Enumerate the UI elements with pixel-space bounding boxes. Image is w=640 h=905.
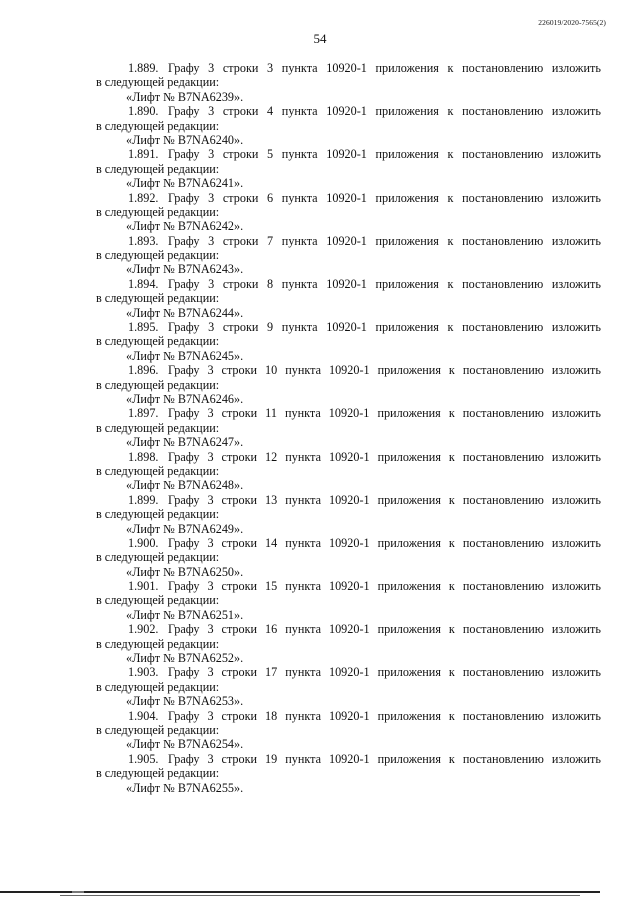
amendment-first-line [96, 234, 601, 248]
amendment-first-line [96, 61, 601, 75]
item-word: 3 [208, 233, 215, 248]
item-word: приложения [377, 363, 441, 378]
item-number: 1.901. [128, 579, 159, 594]
amendment-first-line [96, 147, 601, 161]
item-word: 10920-1 [326, 320, 367, 335]
item-text [168, 752, 601, 766]
amendment-item [96, 709, 601, 752]
amendment-item [96, 277, 601, 320]
amendment-first-line [96, 493, 601, 507]
amendment-first-line [96, 665, 601, 679]
item-word: 3 [207, 751, 214, 766]
item-continuation: в следующей редакции: [96, 636, 220, 651]
item-word: к [448, 492, 455, 507]
item-word: строки [221, 665, 258, 680]
item-word: 3 [208, 104, 215, 119]
item-word: изложить [551, 406, 601, 421]
item-word: Графу [168, 406, 200, 421]
item-word: постановлению [462, 190, 544, 205]
item-word: строки [222, 104, 259, 119]
item-word: 3 [208, 190, 215, 205]
item-word: приложения [375, 233, 439, 248]
item-word: строки [221, 449, 258, 464]
item-word: Графу [168, 492, 200, 507]
item-word: строки [221, 622, 258, 637]
item-word: изложить [551, 61, 601, 75]
item-word: постановлению [462, 276, 544, 291]
item-number: 1.902. [128, 622, 159, 637]
item-quote: «Лифт № B7NA6246». [126, 391, 244, 406]
item-word: 10920-1 [328, 665, 370, 680]
item-word: приложения [377, 622, 441, 637]
item-text [168, 622, 601, 636]
item-word: 3 [207, 665, 214, 680]
item-word: 3 [207, 449, 214, 464]
item-word: строки [221, 751, 258, 766]
item-word: 6 [267, 190, 274, 205]
item-word: приложения [377, 406, 441, 421]
item-word: строки [222, 147, 259, 162]
item-continuation: в следующей редакции: [96, 550, 220, 565]
item-word: строки [222, 190, 259, 205]
item-quote: «Лифт № B7NA6241». [126, 176, 244, 191]
item-word: 10920-1 [328, 708, 370, 723]
item-quote: «Лифт № B7NA6255». [126, 780, 244, 795]
item-text [168, 709, 601, 723]
amendment-item [96, 579, 601, 622]
item-word: 3 [207, 406, 214, 421]
item-word: строки [221, 535, 258, 550]
item-continuation: в следующей редакции: [96, 463, 220, 478]
amendment-item [96, 363, 601, 406]
item-quote: «Лифт № B7NA6252». [126, 651, 244, 666]
amendment-first-line [96, 363, 601, 377]
item-word: 16 [265, 622, 278, 637]
item-word: постановлению [462, 708, 544, 723]
amendment-item [96, 191, 601, 234]
item-word: постановлению [462, 492, 544, 507]
item-word: 7 [267, 233, 274, 248]
item-word: 12 [265, 449, 278, 464]
item-quote: «Лифт № B7NA6253». [126, 694, 244, 709]
item-word: пункта [285, 535, 321, 550]
item-word: изложить [551, 363, 601, 378]
item-text [168, 234, 601, 248]
item-word: пункта [281, 320, 318, 335]
item-word: строки [222, 320, 259, 335]
item-word: строки [222, 276, 259, 291]
item-word: к [447, 147, 454, 162]
item-word: постановлению [462, 751, 544, 766]
item-text [168, 406, 601, 420]
item-number: 1.894. [128, 276, 159, 291]
amendment-first-line [96, 320, 601, 334]
item-word: приложения [375, 190, 439, 205]
item-word: к [447, 61, 454, 75]
item-word: 10920-1 [328, 622, 370, 637]
item-text [168, 493, 601, 507]
item-word: к [448, 751, 455, 766]
item-continuation: в следующей редакции: [96, 420, 220, 435]
amendment-first-line [96, 450, 601, 464]
item-number: 1.900. [128, 535, 159, 550]
item-continuation: в следующей редакции: [96, 334, 220, 349]
item-word: строки [221, 406, 258, 421]
item-quote: «Лифт № B7NA6243». [126, 262, 244, 277]
item-word: пункта [285, 751, 321, 766]
item-word: пункта [285, 708, 321, 723]
item-word: 3 [267, 61, 274, 75]
item-text [168, 191, 601, 205]
item-word: постановлению [462, 579, 544, 594]
item-quote: «Лифт № B7NA6251». [126, 607, 244, 622]
item-word: к [447, 276, 454, 291]
item-quote: «Лифт № B7NA6247». [126, 435, 244, 450]
item-word: Графу [168, 147, 200, 162]
item-word: пункта [284, 406, 321, 421]
amendment-item [96, 493, 601, 536]
item-continuation: в следующей редакции: [96, 722, 220, 737]
item-word: изложить [551, 708, 601, 723]
item-text [168, 536, 601, 550]
item-text [168, 665, 601, 679]
amendment-item [96, 752, 601, 795]
item-number: 1.897. [128, 406, 159, 421]
amendment-first-line [96, 752, 601, 766]
item-word: к [447, 190, 454, 205]
item-word: изложить [551, 492, 601, 507]
item-word: постановлению [462, 61, 544, 75]
item-word: 10920-1 [328, 449, 370, 464]
item-word: изложить [551, 579, 601, 594]
item-word: изложить [551, 622, 601, 637]
amendment-first-line [96, 579, 601, 593]
item-word: Графу [168, 622, 200, 637]
item-word: 19 [265, 751, 278, 766]
amendment-item [96, 320, 601, 363]
item-number: 1.899. [128, 492, 159, 507]
item-text [168, 147, 601, 161]
item-word: Графу [168, 751, 200, 766]
item-quote: «Лифт № B7NA6239». [126, 89, 244, 104]
amendment-first-line [96, 277, 601, 291]
item-word: строки [221, 579, 258, 594]
item-word: изложить [551, 320, 601, 335]
item-word: 10920-1 [326, 147, 367, 162]
item-word: изложить [551, 665, 601, 680]
item-word: пункта [281, 104, 318, 119]
item-word: строки [222, 233, 259, 248]
item-text [168, 277, 601, 291]
amendment-first-line [96, 191, 601, 205]
item-word: 4 [267, 104, 274, 119]
item-number: 1.893. [128, 233, 159, 248]
item-word: строки [221, 708, 258, 723]
item-word: Графу [168, 363, 200, 378]
item-word: Графу [168, 535, 200, 550]
item-continuation: в следующей редакции: [96, 118, 220, 133]
item-word: изложить [551, 751, 601, 766]
item-quote: «Лифт № B7NA6249». [126, 521, 244, 536]
amendment-first-line [96, 104, 601, 118]
item-quote: «Лифт № B7NA6248». [126, 478, 244, 493]
item-word: Графу [168, 190, 200, 205]
item-word: Графу [168, 233, 200, 248]
item-number: 1.891. [128, 147, 159, 162]
amendment-item [96, 536, 601, 579]
amendment-item [96, 61, 601, 104]
bottom-rule [0, 891, 600, 893]
item-word: Графу [168, 708, 200, 723]
item-number: 1.898. [128, 449, 159, 464]
item-word: пункта [285, 492, 321, 507]
item-word: пункта [285, 665, 321, 680]
item-number: 1.896. [128, 363, 159, 378]
item-quote: «Лифт № B7NA6254». [126, 737, 244, 752]
document-reference: 226019/2020-7565(2) [538, 18, 606, 27]
amendment-first-line [96, 536, 601, 550]
item-quote: «Лифт № B7NA6245». [126, 348, 244, 363]
item-word: пункта [281, 147, 318, 162]
amendment-first-line [96, 622, 601, 636]
item-word: 10920-1 [326, 61, 367, 75]
item-word: постановлению [462, 449, 544, 464]
amendment-item [96, 104, 601, 147]
item-word: 3 [207, 535, 214, 550]
item-word: к [448, 665, 455, 680]
item-word: строки [221, 492, 258, 507]
item-word: приложения [375, 104, 439, 119]
amendment-list [96, 61, 601, 795]
item-word: приложения [377, 708, 441, 723]
item-text [168, 104, 601, 118]
item-word: Графу [168, 276, 200, 291]
item-word: постановлению [462, 147, 544, 162]
item-word: постановлению [462, 363, 544, 378]
item-word: приложения [375, 147, 439, 162]
amendment-item [96, 622, 601, 665]
item-word: приложения [375, 320, 439, 335]
item-word: Графу [168, 579, 200, 594]
item-word: 10920-1 [328, 535, 370, 550]
item-word: к [448, 708, 455, 723]
item-continuation: в следующей редакции: [96, 248, 220, 263]
amendment-item [96, 147, 601, 190]
item-word: 3 [208, 320, 215, 335]
item-quote: «Лифт № B7NA6244». [126, 305, 244, 320]
item-text [168, 61, 601, 75]
item-word: пункта [285, 622, 321, 637]
item-word: постановлению [462, 665, 544, 680]
item-word: 10920-1 [328, 406, 370, 421]
item-word: 15 [265, 579, 278, 594]
amendment-item [96, 406, 601, 449]
item-number: 1.903. [128, 665, 159, 680]
item-word: приложения [375, 61, 439, 75]
item-text [168, 363, 601, 377]
item-text [168, 320, 601, 334]
item-word: 10920-1 [328, 751, 370, 766]
item-quote: «Лифт № B7NA6240». [126, 132, 244, 147]
item-continuation: в следующей редакции: [96, 679, 220, 694]
item-word: к [448, 535, 455, 550]
item-word: приложения [377, 492, 441, 507]
item-word: 3 [208, 276, 215, 291]
item-continuation: в следующей редакции: [96, 593, 220, 608]
item-word: постановлению [462, 320, 544, 335]
item-quote: «Лифт № B7NA6250». [126, 564, 244, 579]
item-word: 10920-1 [328, 579, 370, 594]
item-word: приложения [377, 449, 441, 464]
item-word: постановлению [462, 233, 544, 248]
item-word: строки [222, 61, 259, 75]
item-continuation: в следующей редакции: [96, 291, 220, 306]
item-word: Графу [168, 665, 200, 680]
item-number: 1.890. [128, 104, 159, 119]
page-number: 54 [313, 31, 327, 46]
item-word: постановлению [462, 406, 544, 421]
item-word: к [448, 363, 455, 378]
item-word: к [447, 104, 454, 119]
item-word: изложить [551, 276, 601, 291]
item-word: изложить [551, 147, 601, 162]
item-word: к [448, 449, 455, 464]
item-word: постановлению [462, 622, 544, 637]
item-word: пункта [281, 233, 318, 248]
item-number: 1.889. [128, 61, 159, 75]
amendment-item [96, 665, 601, 708]
amendment-first-line [96, 709, 601, 723]
item-word: приложения [377, 665, 441, 680]
item-word: пункта [281, 190, 318, 205]
item-word: 3 [208, 61, 215, 75]
item-word: приложения [377, 579, 441, 594]
amendment-item [96, 234, 601, 277]
item-word: 14 [265, 535, 278, 550]
item-number: 1.892. [128, 190, 159, 205]
item-word: строки [221, 363, 258, 378]
item-word: изложить [551, 104, 601, 119]
item-word: 5 [267, 147, 274, 162]
item-continuation: в следующей редакции: [96, 161, 220, 176]
item-word: 10920-1 [326, 233, 367, 248]
item-word: постановлению [462, 535, 544, 550]
bottom-rule-thin [60, 895, 580, 896]
item-word: к [448, 406, 455, 421]
amendment-item [96, 450, 601, 493]
item-word: 3 [207, 492, 214, 507]
amendment-first-line [96, 406, 601, 420]
item-word: изложить [551, 535, 601, 550]
item-word: пункта [285, 363, 321, 378]
item-word: 8 [267, 276, 274, 291]
item-word: пункта [281, 61, 318, 75]
item-word: приложения [377, 535, 441, 550]
item-word: изложить [551, 233, 601, 248]
item-text [168, 450, 601, 464]
item-word: Графу [168, 61, 200, 75]
item-word: 10920-1 [326, 190, 367, 205]
item-continuation: в следующей редакции: [96, 75, 220, 90]
item-word: 3 [207, 579, 214, 594]
item-word: 3 [207, 708, 214, 723]
item-word: Графу [168, 320, 200, 335]
item-word: 17 [265, 665, 278, 680]
item-continuation: в следующей редакции: [96, 204, 220, 219]
item-continuation: в следующей редакции: [96, 377, 220, 392]
item-word: пункта [285, 579, 321, 594]
item-word: пункта [281, 276, 318, 291]
item-number: 1.904. [128, 708, 159, 723]
item-number: 1.895. [128, 320, 159, 335]
item-word: 11 [265, 406, 277, 421]
item-word: Графу [168, 104, 200, 119]
item-word: 10 [265, 363, 278, 378]
item-word: изложить [551, 449, 601, 464]
item-word: 10920-1 [326, 276, 367, 291]
item-word: постановлению [462, 104, 544, 119]
item-word: 18 [265, 708, 278, 723]
item-word: приложения [375, 276, 439, 291]
item-number: 1.905. [128, 751, 159, 766]
item-quote: «Лифт № B7NA6242». [126, 219, 244, 234]
item-word: к [448, 579, 455, 594]
item-word: 10920-1 [328, 363, 370, 378]
item-word: приложения [377, 751, 441, 766]
item-word: 9 [267, 320, 274, 335]
item-continuation: в следующей редакции: [96, 507, 220, 522]
item-word: Графу [168, 449, 200, 464]
item-word: 3 [208, 147, 215, 162]
item-word: 10920-1 [328, 492, 370, 507]
item-word: к [448, 622, 455, 637]
item-word: 10920-1 [326, 104, 367, 119]
item-word: пункта [285, 449, 321, 464]
item-text [168, 579, 601, 593]
item-continuation: в следующей редакции: [96, 766, 220, 781]
item-word: изложить [551, 190, 601, 205]
item-word: к [447, 233, 454, 248]
item-word: 3 [207, 363, 214, 378]
item-word: к [447, 320, 454, 335]
item-word: 3 [207, 622, 214, 637]
item-word: 13 [265, 492, 278, 507]
